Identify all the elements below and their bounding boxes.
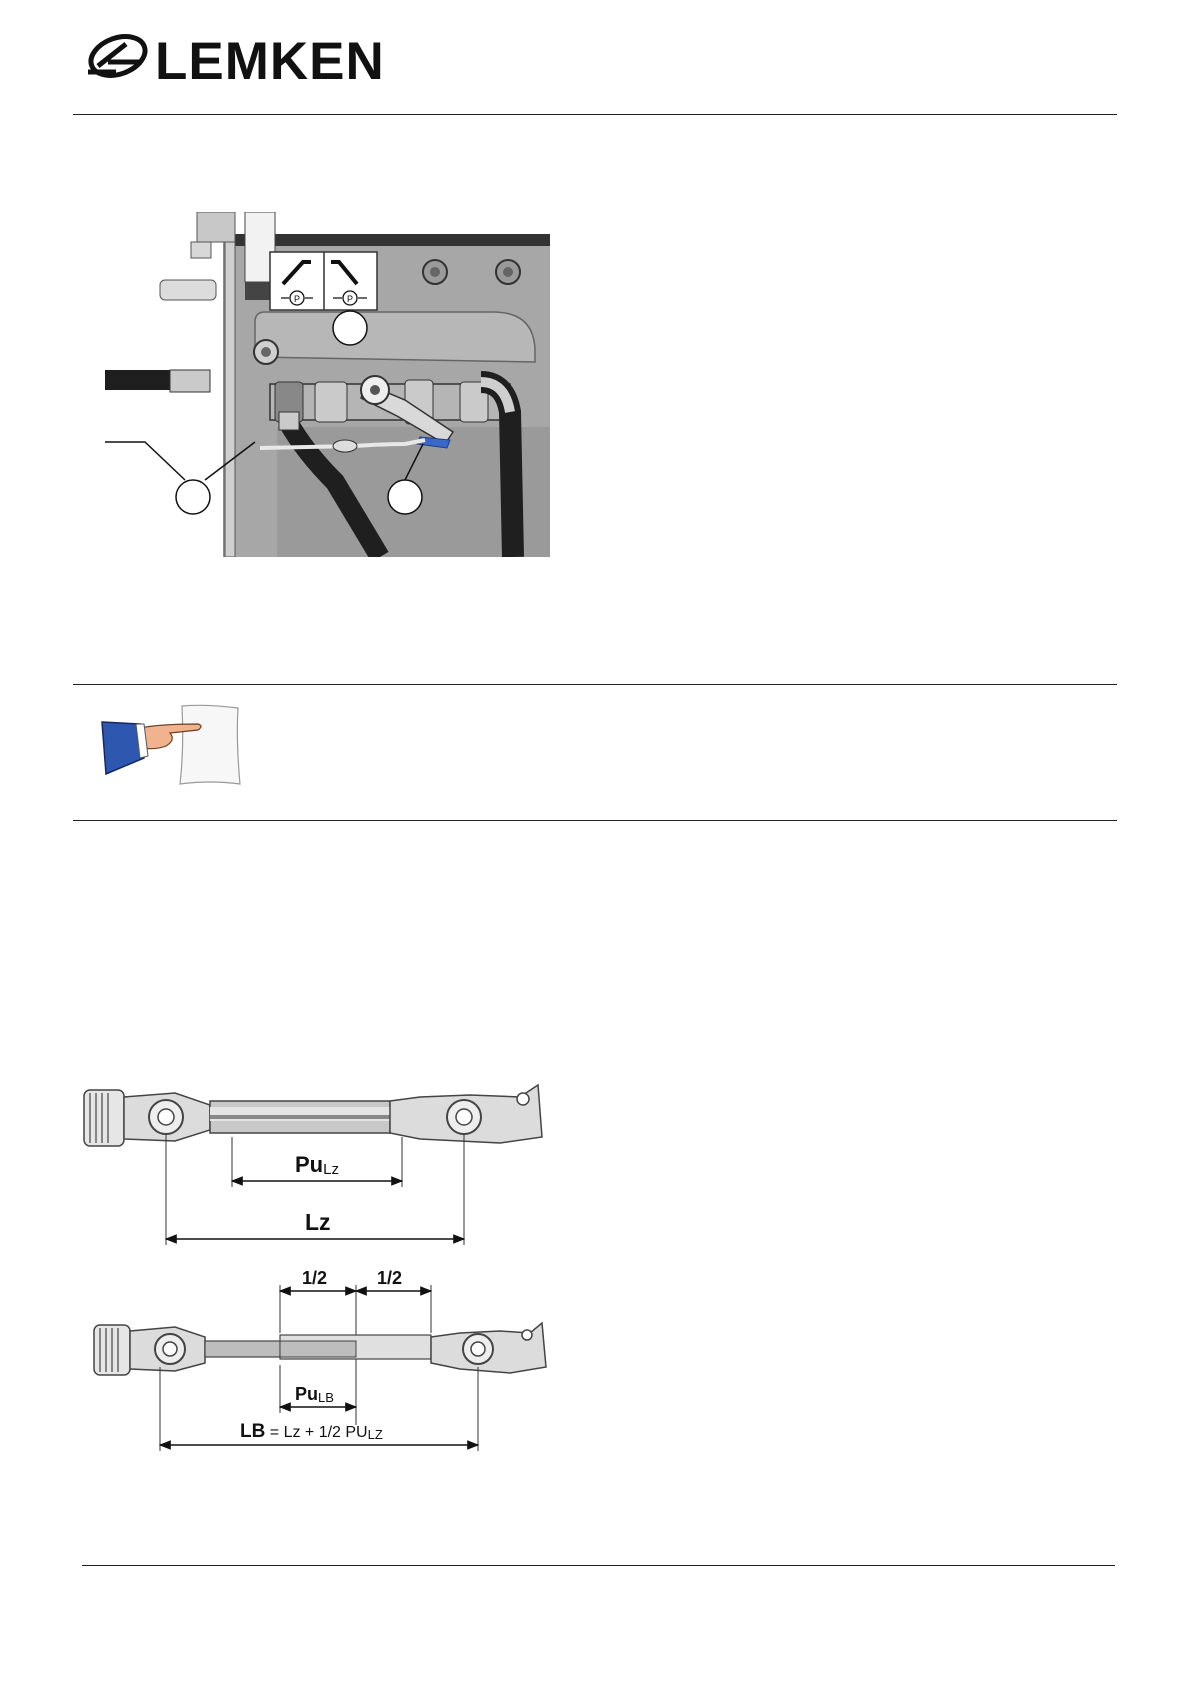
pulb-main: Pu xyxy=(295,1384,319,1404)
pulz-main: Pu xyxy=(295,1152,324,1177)
pto-shaft-length-diagram xyxy=(80,1075,550,1465)
lb-formula-sub: LZ xyxy=(367,1427,383,1442)
half-left-label: 1/2 xyxy=(302,1268,328,1288)
callout-circle-1 xyxy=(333,311,367,345)
note-bottom-rule xyxy=(73,820,1117,821)
lb-formula-rest: = Lz + 1/2 PU xyxy=(265,1424,368,1441)
pointing-hand-note-icon xyxy=(100,700,245,790)
brand-name: LEMKEN xyxy=(155,32,385,91)
callout-circle-3 xyxy=(388,480,422,514)
pictogram-symbol-float: P xyxy=(293,294,301,304)
lb-formula xyxy=(240,1421,383,1442)
hydraulic-valve-figure xyxy=(105,212,550,557)
footer-rule xyxy=(82,1565,1115,1566)
pulb-sub: LB xyxy=(318,1390,334,1405)
pictogram-sticker xyxy=(270,252,377,310)
lemken-logo xyxy=(86,32,406,94)
lz-label: Lz xyxy=(305,1209,331,1235)
pictogram-symbol-locked: P xyxy=(346,294,354,304)
pulb-label xyxy=(295,1384,334,1405)
pulz-label xyxy=(295,1152,339,1178)
callout-circle-2 xyxy=(176,480,210,514)
pulz-sub: Lz xyxy=(323,1161,339,1178)
half-right-label: 1/2 xyxy=(377,1268,403,1288)
header-rule xyxy=(73,114,1117,115)
lemken-emblem-icon xyxy=(86,32,152,80)
note-top-rule xyxy=(73,684,1117,685)
lb-formula-bold: LB xyxy=(240,1421,266,1442)
pto-shaft-top xyxy=(84,1085,542,1146)
